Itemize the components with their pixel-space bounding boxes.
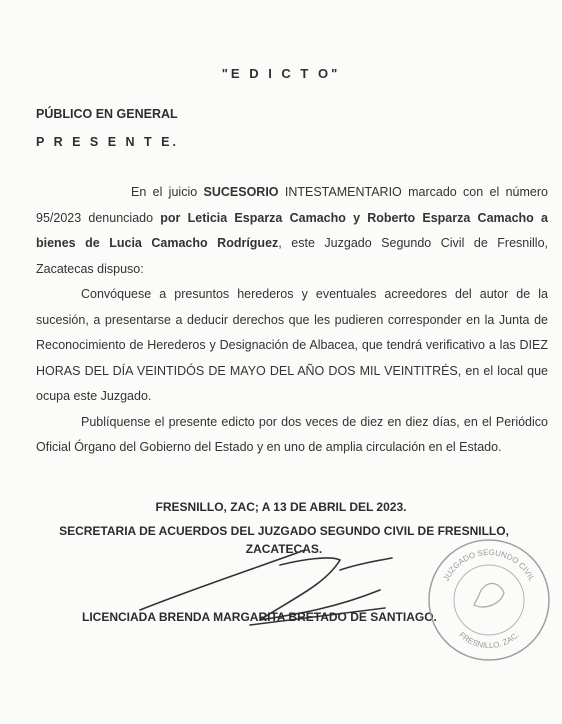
p1-text-e: , este Juzgado Segundo Civil de Fresnillo, Zacatecas dispuso:	[36, 236, 548, 276]
p1-text-d: por Leticia Esparza Camacho y Roberto Esparza Camacho a bienes de Lucia Camacho Rodríguez	[36, 210, 548, 250]
svg-text:FRESNILLO, ZAC.	[457, 630, 520, 650]
addressee-line-2: P R E S E N T E.	[36, 135, 179, 149]
place-date: FRESNILLO, ZAC; A 13 DE ABRIL DEL 2023.	[155, 500, 407, 514]
addressee-line-1: PÚBLICO EN GENERAL	[36, 107, 178, 121]
p1-text-a: En el juicio	[131, 185, 204, 199]
p1-text-b: SUCESORIO	[203, 185, 279, 199]
secretary-line-1: SECRETARIA DE ACUERDOS DEL JUZGADO SEGUNDO CIVIL DE FRESNILLO,	[59, 524, 509, 538]
paragraph-2: Convóquese a presuntos herederos y eventuales acreedores del autor de la sucesión, a presentarse a deducir derechos que les pudieren corresponder en la Junta de Reconocimiento de Herederos y Designación de Albacea, que tendrá verificativo a las DIEZ HORAS DEL DÍA VEINTIDÓS DE MAYO DEL AÑO DOS MIL VEINTITRÉS, en el local que ocupa este Juzgado.	[36, 287, 548, 403]
seal-top-text: JUZGADO SEGUNDO CIVIL	[441, 547, 537, 583]
seal-bottom-text: FRESNILLO, ZAC.	[457, 630, 521, 651]
paragraph-1	[36, 180, 548, 282]
signer-name: LICENCIADA BRENDA MARGARITA BRETADO DE SANTIAGO.	[82, 610, 437, 624]
official-seal	[424, 535, 554, 665]
secretary-line-2: ZACATECAS.	[245, 542, 323, 556]
document-title: "E D I C T O"	[221, 66, 341, 81]
document-body	[36, 180, 548, 461]
paragraph-3: Publíquense el presente edicto por dos veces de diez en diez días, en el Periódico Oficial Órgano del Gobierno del Estado y en uno de amplia circulación en el Estado.	[36, 414, 548, 454]
p1-text-c: INTESTAMENTARIO marcado con el número 95/2023 denunciado	[36, 185, 548, 225]
